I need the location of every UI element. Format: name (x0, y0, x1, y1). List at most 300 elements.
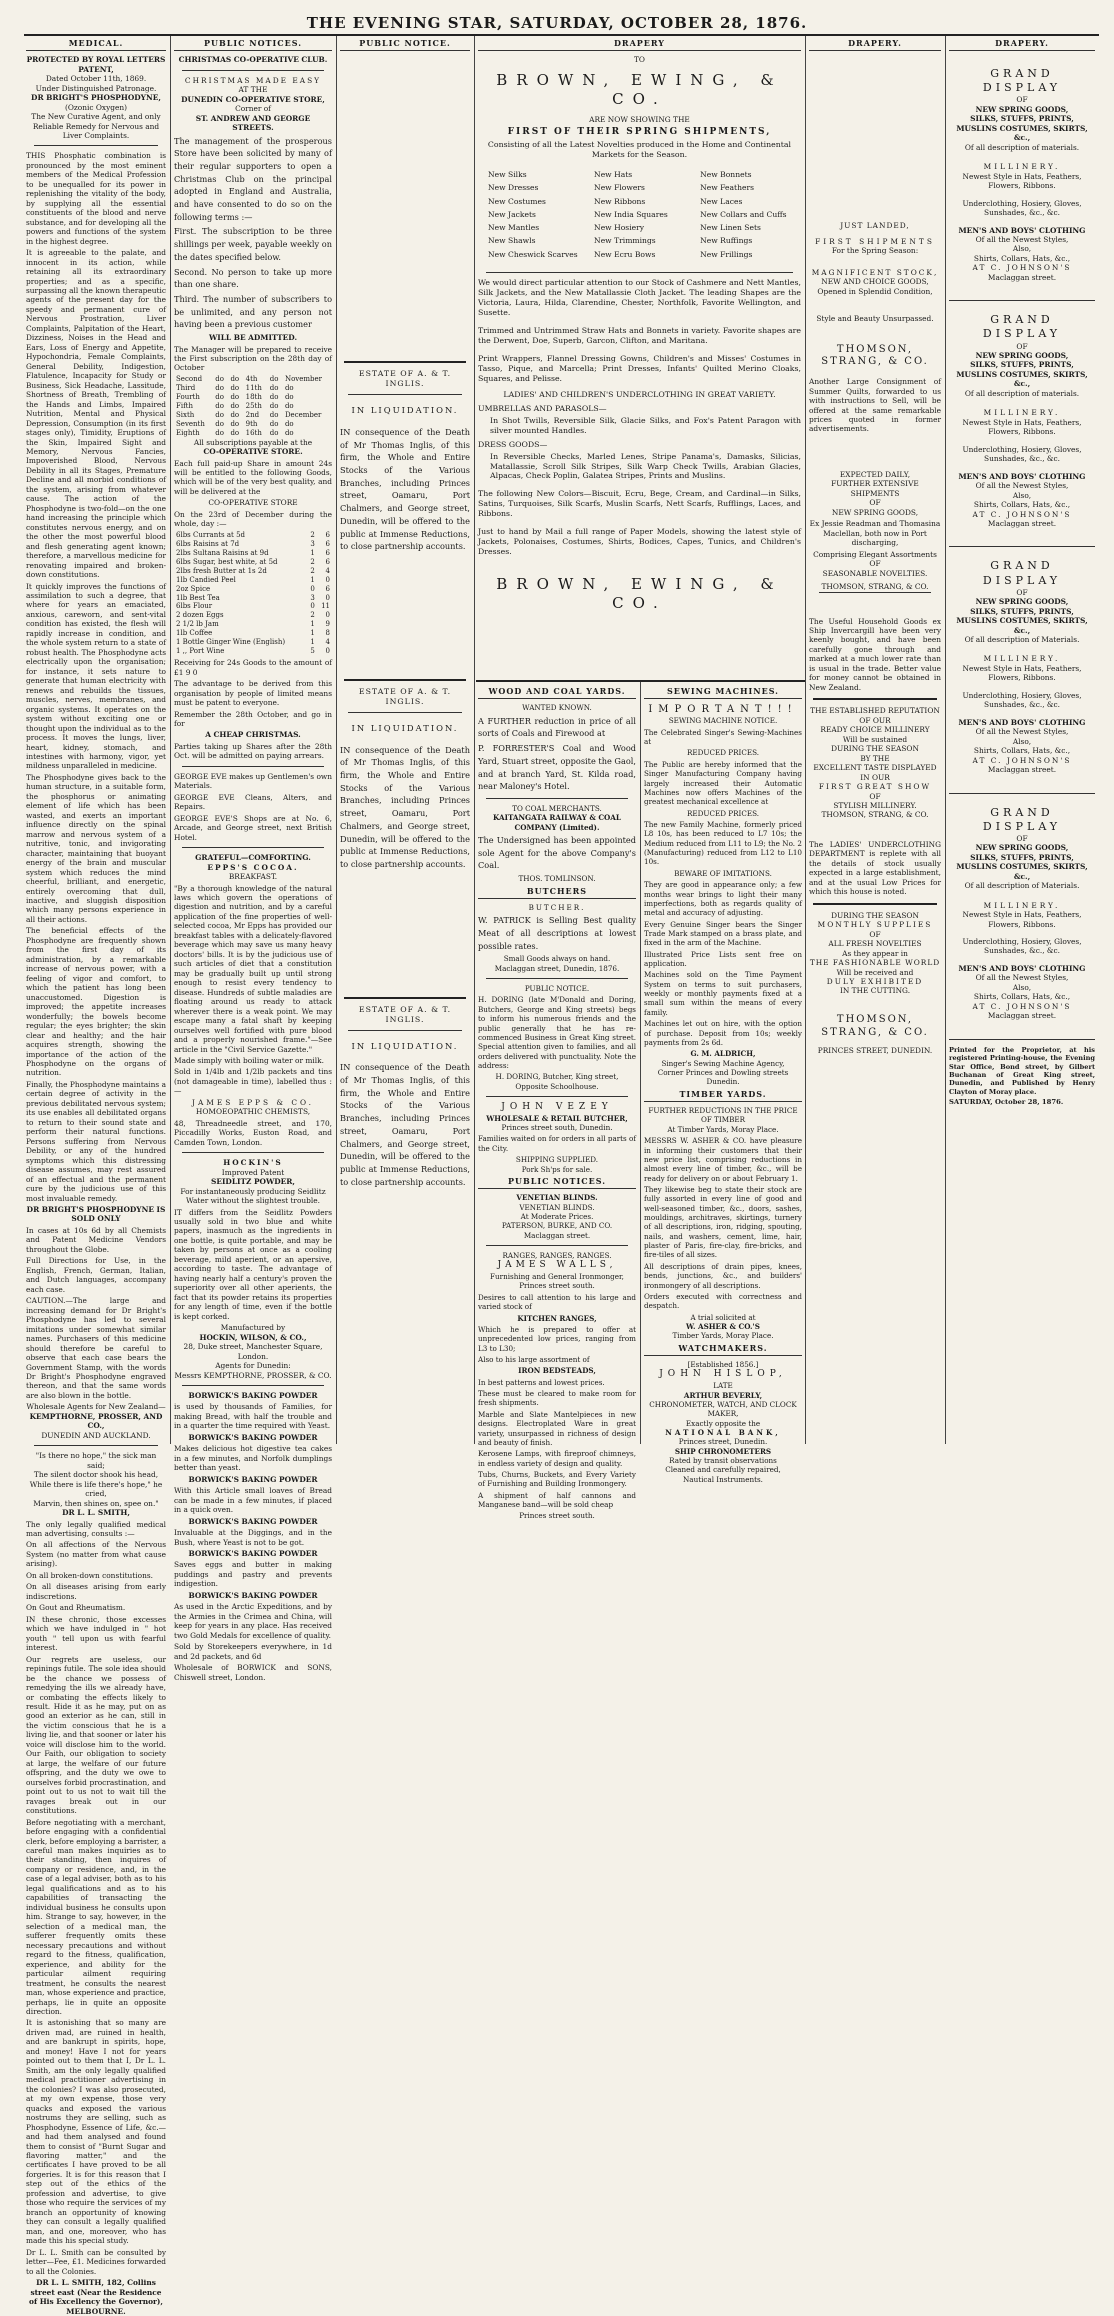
goods-cell: 1 (310, 548, 315, 557)
schedule-cell: do (269, 419, 279, 428)
ad-paragraph: Just to hand by Mail a full range of Paper Models, showing the latest style of Jackets, Polonaises, Costumes, Shirts, Bodices, Capes, Tunics, and Children's Dresses. (478, 527, 801, 557)
ad-paragraph: The management of the prosperous Store have been solicited by many of their regular supporters to open a Christmas Club on the principal adopted in England and Australia, and have consented to do so on the following terms :— (174, 135, 332, 222)
column-rule (945, 36, 946, 1444)
verse-line: Marvin, then shines on, spee on." (33, 1498, 159, 1508)
goods-cell: 0 (310, 584, 315, 593)
ad-headline: NATIONAL BANK, (665, 1427, 781, 1437)
ad-headline: EXPECTED DAILY, (839, 469, 911, 479)
ad-line-mens: MEN'S AND BOYS' CLOTHING (958, 717, 1086, 727)
schedule-cell: 16th (245, 428, 262, 437)
grand-display-ad (949, 547, 1095, 793)
ad-line: DUNEDIN AND AUCKLAND. (41, 1430, 151, 1440)
ad-headline: NEW AND CHOICE GOODS, (821, 277, 929, 287)
goods-row (174, 540, 332, 549)
schedule-cell: do (284, 401, 294, 410)
ad-headline: IN LIQUIDATION. (351, 722, 459, 733)
goods-cell: 2 (310, 566, 315, 575)
column-rule (474, 36, 475, 1444)
ad-line-mens2: Of all the Newest Styles, (975, 727, 1069, 737)
ad-paragraph: The Useful Household Goods ex Ship Invercargill have been very keenly bought, and have been carefully gone through and marked at a much lower rate than is usual in the trade. Better value for money cannot be obtained in New Zealand. (809, 616, 941, 692)
schedule-cell: 18th (245, 392, 262, 401)
schedule-cell: do (215, 374, 224, 383)
ad-paragraph: Marble and Slate Mantelpieces in new designs. Electroplated Ware in great variety, unsurpassed in richness of design and beauty of finish. (478, 1409, 636, 1447)
schedule-cell: do (284, 392, 294, 401)
ad-paragraph: Families waited on for orders in all parts of the City. (478, 1134, 637, 1153)
ad-line: (Ozonic Oxygen) (64, 102, 128, 112)
goods-cell: 6 (325, 530, 330, 539)
ad-line: VENETIAN BLINDS. (519, 1202, 595, 1212)
schedule-cell: do (284, 383, 294, 392)
schedule-cell: do (215, 410, 224, 419)
ad-headline: KITCHEN RANGES, (517, 1313, 597, 1323)
ad-headline: ESTATE OF A. & T. INGLIS. (358, 686, 452, 706)
ad-paragraph: CAUTION.—The large and increasing demand for Dr Bright's Phosphodyne has led to several imitations under somewhat similar names. Purchasers of this medicine should therefore be careful to observe that each case bears the Government Stamp, with the words Dr Bright's Phosphodyne engraved thereon, and that the same words are also blown in the bottle. (26, 1296, 166, 1400)
ad-line-nsg: NEW SPRING GOODS, (975, 843, 1069, 853)
ad-line-silks: SILKS, STUFFS, PRINTS, MUSLINS COSTUMES, SKIRTS, &c., (956, 852, 1088, 881)
ad-paragraph: The LADIES' UNDERCLOTHING DEPARTMENT is replete with all the details of stock usually expected in a large establishment, and at the usual Low Prices for which this house is noted. (809, 839, 941, 897)
ad-paragraph: They are good in appearance only; a few months wear brings to light their many imperfections, both as regards quality of metal and accuracy of adjusting. (644, 880, 802, 918)
ad-headline: CHRISTMAS MADE EASY (184, 75, 322, 85)
goods-cell: 1 Bottle Ginger Wine (English) (176, 638, 286, 647)
ad-paragraph: The new Family Machine, formerly priced L8 10s, has been reduced to L7 10s; the Medium reduced from L11 to L9; the No. 2 (Manufacturing) reduced from L12 to L10 10s. (644, 819, 802, 867)
novelty-item: New Shawls (488, 236, 536, 246)
ad-paragraph: Trimmed and Untrimmed Straw Hats and Bonnets in variety. Favorite shapes are the Derwent, Doe, Superb, Garcon, Clifton, and Maritana. (478, 325, 801, 345)
ad-paragraph: IN consequence of the Death of Mr Thomas Inglis, of this firm, the Whole and Entire Stocks of the Various Branches, including Princes street, Oamaru, Port Chalmers, and George street, Dunedin, will be offered to the public at Immense Reductions, to close partnership accounts. (340, 1062, 470, 1187)
section-heading: PUBLIC NOTICES. (174, 36, 332, 51)
ad-line-grand: GRAND DISPLAY (982, 67, 1062, 95)
novelty-item: New Flowers (594, 183, 645, 193)
ad-line-mill: MILLINERY. (983, 654, 1061, 664)
ad-paragraph: On Gout and Rheumatism. (26, 1603, 126, 1613)
ad-headline: W. ASHER & CO.'S (686, 1321, 760, 1331)
ad-line: For instantaneously producing Seidlitz Water without the slightest trouble. (180, 1186, 326, 1206)
ad-line-newest: Newest Style in Hats, Feathers, Flowers, Ribbons. (962, 171, 1082, 191)
schedule-cell: Second (176, 374, 203, 383)
goods-cell: 9 (325, 620, 330, 629)
schedule-cell: do (230, 374, 240, 383)
section-heading: TIMBER YARDS. (644, 1087, 802, 1102)
ad-paragraph: On all broken-down constitutions. (26, 1570, 153, 1580)
ad-line-mens2: Of all the Newest Styles, (975, 235, 1069, 245)
ad-paragraph: Wholesale of BORWICK and SONS, Chiswell street, London. (174, 1663, 332, 1682)
ad-headline: FIRST OF THEIR SPRING SHIPMENTS, (507, 126, 772, 137)
ad-paragraph: Our regrets are useless, our repinings futile. The sole idea should be the chance we possess of remedying the ills we already have, or combating the effects likely to result. Hide it as he may, put on as good an exterior as he can, still in the victim conscious that he is a living lie, and that sooner or later his voice will disclose him to the world. Our Faith, our obligation to society at large, the welfare of our future offspring, and the duty we owe to ourselves forbid procrastination, and point out to us not to wait till the ravages break out in our constitutions. (26, 1654, 166, 1816)
ad-line: Corner Princes and Dowling streets (657, 1067, 789, 1077)
novelty-item: New Cheswick Scarves (488, 249, 578, 259)
masthead: THE EVENING STAR, SATURDAY, OCTOBER 28, 1876. (306, 14, 808, 32)
ad-line: Rated by transit observations (669, 1456, 777, 1466)
ad-headline: ESTATE OF A. & T. INGLIS. (358, 1004, 452, 1024)
ad-headline: SEIDLITZ POWDER, (210, 1177, 295, 1187)
imprint-date: SATURDAY, October 28, 1876. (949, 1098, 1064, 1107)
ad-line-also: Also, (1012, 490, 1032, 500)
goods-cell: 2 1/2 lb Jam (176, 620, 219, 629)
ad-line: Small Goods always on hand. (503, 954, 611, 964)
ad-paragraph: The Undersigned has been appointed sole Agent for the above Company's Coal. (478, 835, 636, 871)
ad-line: Maclaggan street. (523, 1230, 591, 1240)
ad-headline: IN LIQUIDATION. (351, 1040, 459, 1051)
column-wood-coal (478, 684, 637, 1521)
ad-headline: CO-OPERATIVE STORE. (203, 447, 303, 457)
ad-headline: DR BRIGHT'S PHOSPHODYNE, (31, 93, 161, 103)
goods-cell: 6 (325, 539, 330, 548)
ad-headline: CHRISTMAS CO-OPERATIVE CLUB. (178, 55, 328, 65)
ad-line: Cleaned and carefully repaired, (665, 1465, 781, 1475)
ad-headline: KAITANGATA RAILWAY & COAL COMPANY (Limited). (493, 813, 621, 832)
ad-headline: FURTHER EXTENSIVE SHIPMENTS (831, 479, 919, 498)
ad-paragraph: Tubs, Churns, Buckets, and Every Variety of Furnishing and Building Ironmongery. (478, 1469, 636, 1489)
schedule-cell: do (230, 419, 240, 428)
ad-headline: STYLISH MILLINERY. (833, 800, 917, 810)
ad-paragraph: On all diseases arising from early indiscretions. (26, 1582, 166, 1601)
ad-line-mill: MILLINERY. (983, 162, 1061, 172)
ad-line: SHIPPING SUPPLIED. (515, 1155, 599, 1165)
ad-headline: BORWICK'S BAKING POWDER (188, 1590, 318, 1600)
ad-line: THOS. TOMLINSON. (518, 874, 596, 884)
ad-paragraph: GEORGE EVE makes up Gentlemen's own Materials. (174, 771, 332, 791)
goods-row (174, 558, 332, 567)
goods-cell: 1 (310, 620, 315, 629)
ad-paragraph: The Phosphodyne gives back to the human structure, in a suitable form, the phosphorus or animating element of life which has been wasted, and exerts an important influence directly on the spinal marrow and nervous system of a nutritive, tonic, and invigorating character, maintaining that buoyant energy of the brain and muscular system which reduces the mind cheerful, brilliant, and energetic, entirely overcoming that dull, inactive, and sluggish disposition which many persons experience in all their actions. (26, 772, 166, 924)
ad-paragraph: In cases at 10s 6d by all Chemists and Patent Medicine Vendors throughout the Globe. (26, 1225, 166, 1254)
ad-headline: MAGNIFICENT STOCK, (811, 267, 939, 277)
ad-line-desc: Of all description of Materials. (964, 634, 1080, 644)
grand-display-ad (949, 55, 1095, 301)
ad-line-grand: GRAND DISPLAY (982, 805, 1062, 833)
subscription-schedule (174, 375, 332, 438)
ad-paragraph: 48, Threadneedle street, and 170, Piccadilly Works, Euston Road, and Camden Town, London. (174, 1118, 332, 1147)
goods-cell: 0 (325, 575, 330, 584)
verse-line: The silent doctor shook his head, (33, 1470, 159, 1480)
ad-headline: SEASONABLE NOVELTIES. (822, 568, 928, 578)
grand-display-ad (949, 794, 1095, 1040)
schedule-cell: 25th (245, 401, 262, 410)
ad-headline: JAMES WALLS, (497, 1260, 617, 1271)
ad-line: Wholesale Agents for New Zealand— (26, 1402, 166, 1412)
ad-headline: REDUCED PRICES. (686, 748, 760, 758)
section-heading: DRAPERY. (949, 36, 1095, 51)
ad-line: ARE NOW SHOWING THE (589, 115, 690, 125)
ad-headline: MONTHLY SUPPLIES (817, 920, 933, 930)
ad-line: Dunedin. (706, 1077, 740, 1087)
column-rule (170, 36, 171, 1444)
ad-headline: DR L. L. SMITH, (62, 1508, 130, 1518)
goods-cell: 0 (325, 647, 330, 656)
goods-cell: 1 (310, 638, 315, 647)
ad-headline: BUTCHER. (528, 902, 586, 912)
ad-headline: PUBLIC NOTICE. (524, 984, 590, 994)
ad-headline: G. M. ALDRICH, (690, 1049, 756, 1059)
ad-line-johnson: AT C. JOHNSON'S (972, 263, 1072, 273)
column-drapery-thomson (809, 36, 941, 1448)
schedule-cell: do (269, 410, 279, 419)
ad-line: Comprising Elegant Assortments (813, 549, 937, 559)
ad-line-of: OF (1016, 95, 1028, 105)
ad-paragraph: MESSRS W. ASHER & CO. have pleasure in informing their customers that their new price list, comprising reductions in almost every line of timber, &c., will be ready for delivery on or about February 1. (644, 1136, 802, 1183)
section-heading: PUBLIC NOTICES. (478, 1174, 636, 1189)
column-rule (640, 682, 641, 1444)
ad-line-of: OF (1016, 587, 1028, 597)
ad-headline: JOHN HISLOP, (659, 1369, 787, 1380)
ad-headline: JAMES EPPS & CO. (192, 1097, 314, 1107)
schedule-cell: Eighth (176, 428, 200, 437)
schedule-cell: Third (176, 383, 196, 392)
estate-notice (340, 361, 470, 553)
goods-cell: 4 (325, 638, 330, 647)
goods-row (174, 602, 332, 611)
ad-paragraph: Makes delicious hot digestive tea cakes in a few minutes, and Norfolk dumplings better than yeast. (174, 1444, 332, 1473)
ad-line: Improved Patent (221, 1167, 285, 1177)
ad-paragraph: IN consequence of the Death of Mr Thomas Inglis, of this firm, the Whole and Entire Stocks of the Various Branches, including Princes street, Oamaru, Port Chalmers, and George street, Dunedin, will be offered to the public at Immense Reductions, to close partnership accounts. (340, 744, 470, 869)
ad-line: Princes street, Dunedin. (678, 1437, 768, 1447)
ad-line: Opened in Splendid Condition, (817, 286, 933, 296)
ad-line: Manufactured by (220, 1323, 286, 1333)
ad-line: The New Curative Agent, and only Reliable Remedy for Nervous and Liver Complaints. (31, 112, 161, 140)
ad-line: Agents for Dunedin: (215, 1361, 291, 1371)
ad-headline: BROWN, EWING, & CO. (496, 70, 783, 108)
ad-paragraph: The advantage to be derived from this organisation by people of limited means must be patent to everyone. (174, 679, 332, 708)
goods-row (174, 531, 332, 540)
ad-paragraph: Which he is prepared to offer at unprecedented low prices, ranging from L3 to L30; (478, 1324, 636, 1353)
schedule-row (174, 393, 332, 402)
ad-headline: DR BRIGHT'S PHOSPHODYNE IS SOLD ONLY (26, 1205, 166, 1224)
section-heading: DRAPERY. (809, 36, 941, 51)
goods-row (174, 576, 332, 585)
ad-headline: PROTECTED BY ROYAL LETTERS PATENT, (26, 55, 166, 74)
goods-cell: 6 (325, 584, 330, 593)
ad-paragraph: Sold by Storekeepers everywhere, in 1d and 2d packets, and 6d (174, 1642, 332, 1661)
ad-headline: GRATEFUL—COMFORTING. (195, 853, 311, 863)
verse-line: While there is life there's hope," he cried, (29, 1479, 163, 1499)
ad-paragraph: Sold in 1/4lb and 1/2lb packets and tins (not damageable in time), labelled thus :— (174, 1067, 332, 1096)
ad-paragraph: On the 23rd of December during the whole, day :— (174, 509, 332, 529)
ad-headline: TO COAL MERCHANTS. (512, 803, 602, 813)
ad-paragraph: Another Large Consignment of Summer Quilts, forwarded to us with instructions to Sell, will be offered at the same remarkable prices quoted in former advertisements. (809, 377, 941, 434)
goods-cell: 2 dozen Eggs (176, 611, 224, 620)
ad-line: Nautical Instruments. (683, 1474, 763, 1484)
schedule-cell: do (284, 428, 294, 437)
goods-cell: 4 (325, 566, 330, 575)
section-heading: PUBLIC NOTICE. (340, 36, 470, 51)
ad-line: All subscriptions payable at the (193, 437, 313, 447)
novelties-list (478, 162, 801, 267)
ad-line: 28, Duke street, Manchester Square, London. (183, 1342, 323, 1361)
schedule-cell: do (215, 428, 224, 437)
ad-paragraph: Illustrated Price Lists sent free on application. (644, 949, 802, 969)
ad-headline: SEWING MACHINE NOTICE. (668, 716, 778, 726)
ad-paragraph: Dr L. L. Smith can be consulted by letter—Fee, £1. Medicines forwarded to all the Colonies. (26, 2247, 166, 2276)
ad-paragraph: Each full paid-up Share in amount 24s will be entitled to the following Goods, which will be of the very best quality, and will be delivered at the (174, 458, 332, 496)
ad-line: BREAKFAST. (228, 872, 278, 882)
goods-row (174, 638, 332, 647)
ad-paragraph: In Shot Twills, Reversible Silk, Glacie Silks, and Fox's Patent Paragon with silver mounted Handles. (490, 415, 801, 435)
goods-cell: 2oz Spice (176, 584, 211, 593)
ad-paragraph: We would direct particular attention to our Stock of Cashmere and Nett Mantles, Silk Jackets, and the New Matallassie Cloth Jacket. The leading Shapes are the Victoria, Laura, Hilda, Clarendine, Chester, Northfolk, Favorite Wellington, and Susette. (478, 277, 801, 317)
column-johnson-drapery (949, 36, 1095, 1448)
ad-line: UMBRELLAS AND PARASOLS— (478, 403, 607, 413)
ad-headline: THE FASHIONABLE WORLD (809, 958, 941, 968)
ad-paragraph: Print Wrappers, Flannel Dressing Gowns, Children's and Misses' Costumes in Tasso, Pique, and Marcella; Print Dresses, Infants' Quilted Merino Cloaks, Squares, and Pelisse. (478, 353, 801, 383)
ad-line-newest: Newest Style in Hats, Feathers, Flowers, Ribbons. (962, 417, 1082, 437)
ad-line: CO-OPERATIVE STORE (208, 498, 298, 508)
ad-line: Will be received and (836, 967, 914, 977)
ad-paragraph: Receiving for 24s Goods to the amount of £1 9 0 (174, 658, 332, 677)
goods-cell: 0 (325, 593, 330, 602)
goods-cell: 2 (310, 611, 315, 620)
ad-headline: THE ESTABLISHED REPUTATION (810, 706, 940, 716)
schedule-row (174, 375, 332, 384)
ad-line-nsg: NEW SPRING GOODS, (975, 350, 1069, 360)
ad-line-johnson: AT C. JOHNSON'S (972, 1001, 1072, 1011)
ad-headline: THOMSON, STRANG, & CO. (819, 582, 931, 592)
ad-paragraph: All descriptions of drain pipes, knees, bends, junctions, &c., and builders' ironmongery of all descriptions. (644, 1261, 802, 1290)
ad-headline: DURING THE SEASON (831, 744, 919, 754)
schedule-row (174, 384, 332, 393)
ad-line: IN OUR (860, 772, 890, 782)
ad-line-silks: SILKS, STUFFS, PRINTS, MUSLINS COSTUMES, SKIRTS, &c., (956, 606, 1088, 635)
verse-line: "Is there no hope," the sick man said; (35, 1451, 157, 1470)
drapery-brown-ewing (478, 36, 801, 678)
schedule-cell: do (269, 374, 279, 383)
ad-line: CHRONOMETER, WATCH, AND CLOCK MAKER, (649, 1399, 797, 1419)
ad-line: At Moderate Prices. (520, 1212, 594, 1221)
ad-line-newest: Newest Style in Hats, Feathers, Flowers, Ribbons. (962, 910, 1082, 929)
schedule-cell: do (215, 419, 224, 428)
printer-imprint: Printed for the Proprietor, at his registered Printing-house, the Evening Star Office, Bond street, by Gilbert Buchanan of Great King street, Dunedin, and Published by Henry Clayton of Moray place. (949, 1045, 1095, 1096)
ad-line: H. DORING, Butcher, King street, (495, 1072, 619, 1082)
ad-paragraph: Invaluable at the Diggings, and in the Bush, where Yeast is not to be got. (174, 1528, 332, 1547)
section-heading: MEDICAL. (26, 36, 166, 51)
goods-cell: 0 (310, 602, 315, 611)
ad-line-desc: Of all description of materials. (964, 388, 1080, 398)
ad-paragraph: is used by thousands of Families, for making Bread, with half the trouble and in a quarter the time required with Yeast. (174, 1402, 332, 1431)
estate-notice (340, 997, 470, 1189)
ad-line-silks: SILKS, STUFFS, PRINTS, MUSLINS COSTUMES, SKIRTS, &c., (956, 114, 1088, 143)
novelty-item: New Hats (594, 170, 633, 179)
schedule-cell: December (284, 410, 322, 419)
ad-line-under: Underclothing, Hosiery, Gloves, Sunshades, &c., &c. (962, 444, 1082, 464)
ad-line-under: Underclothing, Hosiery, Gloves, Sunshades, &c., &c. (962, 936, 1082, 956)
ad-paragraph: The Celebrated Singer's Sewing-Machines at (644, 727, 802, 747)
schedule-cell: do (269, 392, 279, 401)
goods-row (174, 549, 332, 558)
ad-line-silks: SILKS, STUFFS, PRINTS, MUSLINS COSTUMES, SKIRTS, &c., (956, 360, 1088, 389)
ad-line-mac: Maclaggan street. (987, 765, 1057, 775)
ad-paragraph: GEORGE EVE Cleans, Alters, and Repairs. (174, 792, 332, 812)
goods-cell: 6lbs Raisins at 7d (176, 539, 240, 548)
ad-headline: BEWARE OF IMITATIONS. (674, 868, 772, 878)
novelty-item: New Feathers (700, 183, 754, 193)
ad-line-grand: GRAND DISPLAY (982, 313, 1062, 341)
ad-line-johnson: AT C. JOHNSON'S (972, 755, 1072, 765)
ad-headline: BORWICK'S BAKING POWDER (188, 1390, 318, 1400)
ad-line: Opposite Schoolhouse. (515, 1081, 599, 1091)
ad-paragraph: THIS Phosphatic combination is pronounced by the most eminent members of the Medical Profession to be unequalled for its power in replenishing the vitality of the body, by supplying all the essential constituents of the blood and nerve substance, and for developing all the powers and functions of the system in the highest degree. (26, 151, 166, 246)
ad-line: Furnishing and General Ironmonger, Princes street south. (490, 1272, 624, 1291)
novelty-item: New Ecru Bows (594, 249, 656, 259)
ad-headline: A CHEAP CHRISTMAS. (205, 730, 301, 740)
goods-cell: 5 (310, 647, 315, 656)
ad-line: OF (869, 559, 881, 569)
ad-paragraph: It is astonishing that so many are driven mad, are ruined in health, and are bankrupt in spirits, hope, and money! Have I not for years pointed out to them that I, Dr L. L. Smith, am the only legally qualified medical practitioner advertising in the colonies? I was also prosecuted, at my own expense, those very quacks and exposed the various nostrums they are selling, such as Phosphodyne, Essence of Life, &c.—and had them analysed and found them to consist of "Burnt Sugar and flavoring matter," and the certificates I have proved to be all forgeries. It is for this reason that I step out of the ethics of the profession and advertise, to give those who require the services of my branch an opportunity of knowing they can consult a legally qualified man, and one, moreover, who has made this his special study. (26, 2018, 166, 2246)
ad-line-newest: Newest Style in Hats, Feathers, Flowers, Ribbons. (962, 663, 1082, 683)
schedule-cell: do (215, 401, 224, 410)
grand-display-ad (949, 301, 1095, 547)
ad-line: At Timber Yards, Moray Place. (667, 1124, 779, 1134)
schedule-row (174, 429, 332, 438)
ad-line-shirts: Shirts, Collars, Hats, &c., (973, 992, 1071, 1002)
ad-line: OF (869, 498, 881, 508)
ad-headline: FIRST GREAT SHOW (818, 782, 932, 792)
section-heading: BUTCHERS (478, 884, 636, 899)
goods-row (174, 647, 332, 656)
ad-headline: DURING THE SEASON (831, 910, 919, 920)
novelty-item: New Ribbons (594, 196, 646, 206)
ad-paragraph: H. DORING (late M'Donald and Doring, Butchers, George and King streets) begs to inform his numerous friends and the public generally that he has re-commenced Business in Great King street. Special attention given to families, and all orders delivered with punctuality. Note the address: (478, 995, 636, 1070)
ad-line: DRESS GOODS— (478, 439, 548, 449)
ad-headline: RANGES, RANGES, RANGES. (502, 1251, 612, 1261)
ad-headline: SHIP CHRONOMETERS (674, 1446, 772, 1456)
ad-line: LATE (713, 1381, 733, 1391)
ad-paragraph: With this Article small loaves of Bread can be made in a few minutes, if placed in a quick oven. (174, 1486, 332, 1515)
ad-paragraph: As used in the Arctic Expeditions, and by the Armies in the Crimea and China, will keep for years in any place. Has received two Gold Medals for excellence of quality. (174, 1602, 332, 1640)
ad-headline: JUST LANDED, (840, 221, 910, 231)
schedule-cell: 4th (245, 374, 258, 383)
goods-cell: 6lbs Currants at 5d (176, 530, 246, 539)
ad-paragraph: Also to his large assortment of (478, 1355, 590, 1364)
schedule-cell: do (215, 383, 224, 392)
goods-cell: 3 (310, 593, 315, 602)
goods-row (174, 611, 332, 620)
ad-paragraph: The Manager will be prepared to receive the First subscription on the 28th day of October (174, 344, 332, 373)
ad-line-mac: Maclaggan street. (987, 1011, 1057, 1021)
schedule-cell: do (230, 401, 240, 410)
ad-line: PATERSON, BURKE, AND CO. (501, 1221, 613, 1231)
goods-cell: 1 (310, 629, 315, 638)
section-heading: DRAPERY (478, 36, 801, 51)
ad-headline: LADIES' AND CHILDREN'S UNDERCLOTHING IN GREAT VARIETY. (503, 389, 776, 399)
section-heading: WOOD AND COAL YARDS. (478, 684, 636, 699)
schedule-row (174, 402, 332, 411)
goods-row (174, 594, 332, 603)
goods-row (174, 620, 332, 629)
ad-headline: NEW SPRING GOODS, (831, 507, 919, 517)
schedule-cell: Fourth (176, 392, 200, 401)
novelty-item: New Collars and Cuffs (700, 209, 787, 219)
ad-paragraph: Full Directions for Use, in the English, French, German, Italian, and Dutch languages, accompany each case. (26, 1256, 166, 1294)
column-public-notices (174, 36, 332, 1682)
ad-line: BY THE (860, 753, 890, 763)
ad-paragraph: GEORGE EVE'S Shops are at No. 6, Arcade, and George street, next British Hotel. (174, 813, 332, 842)
ad-paragraph: These must be cleared to make room for fresh shipments. (478, 1389, 636, 1408)
ad-paragraph: Parties taking up Shares after the 28th Oct. will be admitted on paying arrears. (174, 741, 332, 761)
ad-headline: ESTATE OF A. & T. INGLIS. (358, 369, 452, 389)
ad-paragraph: In Reversible Checks, Marled Lenes, Stripe Panama's, Damasks, Silicias, Matallassie, Scroll Silk Stripes, Silk Warp Check Twills, Arabian Glacies, Alpacas, Check Poplin, Galatea Stripes, Prints and Muslins. (490, 451, 801, 481)
schedule-cell: do (215, 392, 224, 401)
ad-headline: DR L. L. SMITH, 182, Collins street east (Near the Residence of His Excellency the Governor), (29, 2278, 163, 2307)
ad-line-nsg: NEW SPRING GOODS, (975, 597, 1069, 607)
novelty-item: New Linen Sets (700, 223, 761, 233)
schedule-cell: 11th (245, 383, 262, 392)
ad-headline: THOMSON, STRANG, & CO. (821, 810, 929, 820)
ad-paragraph: It is agreeable to the palate, and innocent in its action, while retaining all its extraordinary properties; and as a specific, surpassing all the known therapeutic agents of the present day for the speedy and permanent cure of Nervous Prostration, Liver Complaints, Palpitation of the Heart, Dizziness, Noises in the Head and Ears, Loss of Energy and Appetite, Hypochondria, Female Complaints, General Debility, Indigestion, Flatulence, Incapacity for Study or Business, Sick Headache, Lassitude, Shortness of Breath, Trembling of the Hands and Limbs, Impaired Nutrition, Mental and Physical Depression, Consumption (in its first stages only), Timidity, Eruptions of the Skin, Impaired Sight and Memory, Nervous Fancies, Impoverished Blood, Nervous Debility in all its Stages, Premature Decline and all morbid conditions of the system, arising from whatever cause. The action of the Phosphodyne is two-fold—on the one hand increasing the principle which constitutes nervous energy, and on the other the most powerful blood and flesh generating agent known; therefore, a marvellous medicine for renovating impaired and broken-down constitutions. (26, 248, 166, 580)
schedule-row (174, 420, 332, 429)
goods-cell: 6 (325, 557, 330, 566)
goods-cell: 1lb Coffee (176, 629, 213, 638)
ad-line-desc: Of all description of Materials. (964, 881, 1080, 891)
novelty-item: New Costumes (488, 196, 546, 206)
ad-line: As they appear in (842, 948, 908, 958)
